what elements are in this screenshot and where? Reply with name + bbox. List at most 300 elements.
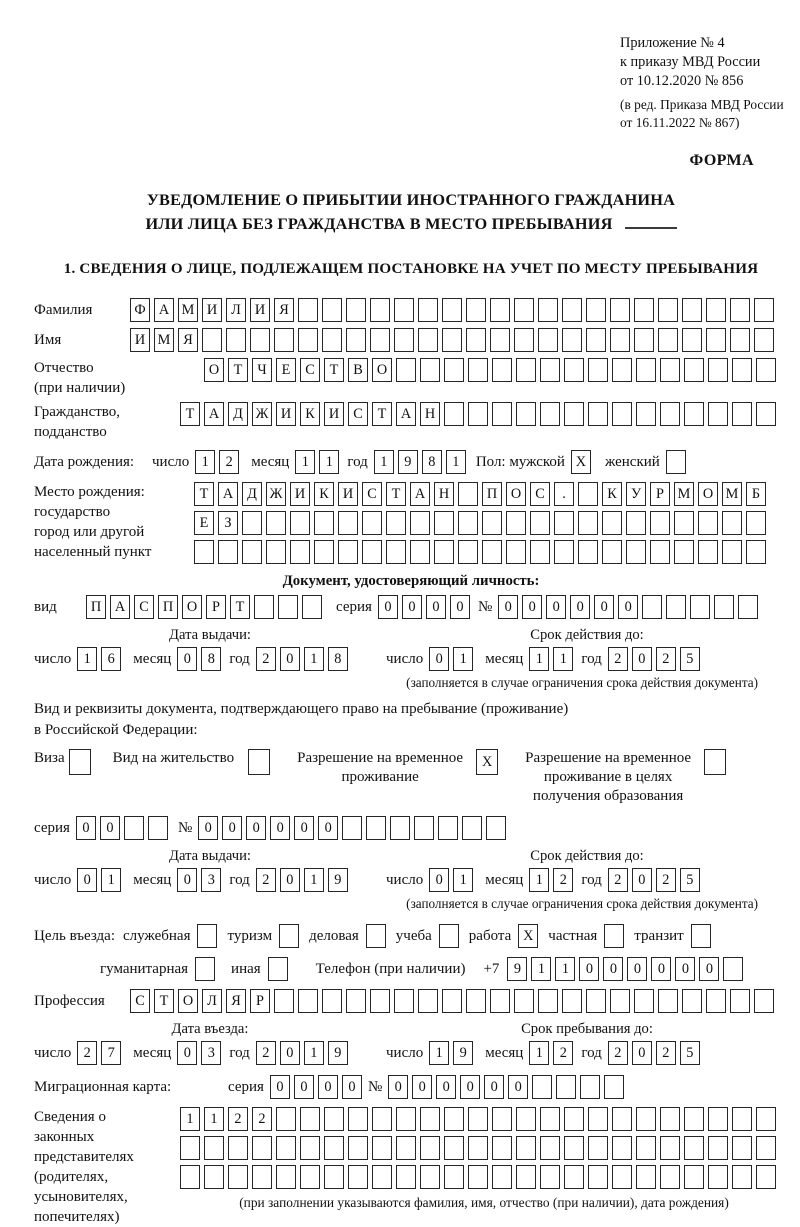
cell: [610, 298, 630, 322]
cell: 1: [295, 450, 315, 474]
cell: 0: [632, 647, 652, 671]
cell: [516, 358, 536, 382]
cell: [468, 402, 488, 426]
month-label: месяц: [251, 453, 290, 470]
profession-boxes: [130, 989, 774, 1013]
cell: 2: [256, 647, 276, 671]
right-doc-issue-month-boxes: [177, 868, 221, 892]
cell: 1: [319, 450, 339, 474]
surname-row: [34, 298, 788, 322]
cell: [386, 540, 406, 564]
cell: [514, 328, 534, 352]
cell: [636, 402, 656, 426]
cell: [338, 540, 358, 564]
cell: М: [674, 482, 694, 506]
residence-permit-label: Вид на жительство: [112, 750, 235, 766]
cell: [562, 989, 582, 1013]
cell: [342, 816, 362, 840]
cell: 0: [100, 816, 120, 840]
cell: [468, 1136, 488, 1160]
cell: [660, 1107, 680, 1131]
cell: [636, 358, 656, 382]
cell: [586, 328, 606, 352]
cell: А: [218, 482, 238, 506]
identity-doc-row: [34, 595, 788, 619]
cell: [466, 298, 486, 322]
cell: [756, 1165, 776, 1189]
form-word: ФОРМА: [689, 152, 754, 169]
cell: [684, 1136, 704, 1160]
series-label: серия: [228, 1078, 264, 1095]
cell: [314, 511, 334, 535]
cell: [754, 989, 774, 1013]
cell: [444, 402, 464, 426]
business-checkbox: [366, 924, 386, 948]
cell: [314, 540, 334, 564]
cell: [226, 328, 246, 352]
cell: [530, 511, 550, 535]
cell: 3: [201, 1041, 221, 1065]
cell: Я: [178, 328, 198, 352]
cell: [338, 511, 358, 535]
cell: [732, 1136, 752, 1160]
month-label: месяц: [133, 871, 172, 888]
cell: [410, 511, 430, 535]
cell: Е: [276, 358, 296, 382]
cell: [346, 989, 366, 1013]
citizenship-label-line2: подданство: [34, 424, 107, 440]
citizenship-label-line1: Гражданство,: [34, 404, 121, 420]
cell: 1: [529, 1041, 549, 1065]
cell: [708, 358, 728, 382]
cell: [612, 358, 632, 382]
profession-label: Профессия: [34, 993, 105, 1009]
cell: [490, 298, 510, 322]
cell: Я: [274, 298, 294, 322]
cell: [708, 402, 728, 426]
cell: [658, 989, 678, 1013]
stay-until-header: Срок пребывания до:: [521, 1021, 653, 1037]
cell: [390, 816, 410, 840]
cell: Р: [650, 482, 670, 506]
doc-type-boxes: [86, 595, 322, 619]
cell: [396, 1107, 416, 1131]
year-label: год: [229, 1044, 250, 1061]
cell: 0: [177, 868, 197, 892]
official-label: служебная: [122, 927, 191, 944]
patronymic-label-line1: Отчество: [34, 360, 94, 376]
cell: К: [300, 402, 320, 426]
doc-number-boxes: [498, 595, 758, 619]
doc-valid-month-boxes: [529, 647, 573, 671]
cell: [690, 595, 710, 619]
cell: [588, 358, 608, 382]
cell: [602, 540, 622, 564]
representatives-label-line1: Сведения о: [34, 1109, 106, 1125]
cell: [290, 511, 310, 535]
birth-place-label-line3: город или другой: [34, 524, 145, 540]
right-doc-text: [34, 699, 788, 741]
cell: [660, 1136, 680, 1160]
cell: [276, 1136, 296, 1160]
cell: 2: [252, 1107, 272, 1131]
cell: [266, 511, 286, 535]
annex-line: к приказу МВД России: [620, 54, 761, 70]
tourism-checkbox: [279, 924, 299, 948]
cell: [194, 540, 214, 564]
cell: Л: [226, 298, 246, 322]
cell: Т: [386, 482, 406, 506]
residence-permit-checkbox: [248, 749, 270, 775]
surname-label: Фамилия: [34, 302, 93, 318]
cell: [414, 816, 434, 840]
cell: [674, 511, 694, 535]
humanitarian-label: гуманитарная: [100, 960, 189, 977]
visa-option: [34, 749, 91, 775]
cell: 0: [318, 816, 338, 840]
cell: [372, 1165, 392, 1189]
cell: 0: [294, 816, 314, 840]
doc-series-label: серия: [336, 598, 372, 615]
cell: [418, 989, 438, 1013]
cell: [266, 540, 286, 564]
cell: [754, 328, 774, 352]
cell: [458, 482, 478, 506]
entry-year-boxes: [256, 1041, 348, 1065]
cell: [588, 402, 608, 426]
cell: 1: [529, 647, 549, 671]
cell: [660, 402, 680, 426]
cell: [754, 298, 774, 322]
cell: 9: [507, 957, 527, 981]
cell: [756, 1107, 776, 1131]
profession-row: [34, 989, 788, 1013]
cell: [578, 482, 598, 506]
cell: 0: [412, 1075, 432, 1099]
cell: [706, 989, 726, 1013]
cell: [298, 298, 318, 322]
cell: [756, 402, 776, 426]
cell: [300, 1107, 320, 1131]
cell: [202, 328, 222, 352]
other-option: [231, 957, 288, 981]
male-checkbox: X: [571, 450, 591, 474]
day-label: число: [386, 650, 424, 667]
cell: [300, 1136, 320, 1160]
cell: П: [482, 482, 502, 506]
doc-type-label: вид: [34, 599, 57, 615]
cell: [386, 511, 406, 535]
cell: [490, 328, 510, 352]
cell: Т: [154, 989, 174, 1013]
cell: [516, 1107, 536, 1131]
cell: [698, 511, 718, 535]
cell: 0: [460, 1075, 480, 1099]
phone-label: Телефон (при наличии): [315, 960, 466, 977]
cell: [708, 1107, 728, 1131]
cell: [362, 540, 382, 564]
cell: [300, 1165, 320, 1189]
cell: [346, 298, 366, 322]
cell: 2: [228, 1107, 248, 1131]
cell: А: [396, 402, 416, 426]
cell: [730, 989, 750, 1013]
cell: [492, 402, 512, 426]
work-checkbox: X: [518, 924, 538, 948]
cell: 6: [101, 647, 121, 671]
citizenship-boxes: [180, 402, 776, 426]
cell: 9: [453, 1041, 473, 1065]
cell: П: [86, 595, 106, 619]
other-label: иная: [231, 960, 261, 977]
cell: [348, 1165, 368, 1189]
cell: [682, 328, 702, 352]
residence-permit-option: [113, 749, 270, 775]
cell: [578, 540, 598, 564]
cell: [444, 1165, 464, 1189]
cell: [148, 816, 168, 840]
right-doc-valid-year-boxes: [608, 868, 700, 892]
annex-reference: [620, 34, 788, 91]
cell: [274, 989, 294, 1013]
cell: [706, 298, 726, 322]
cell: [556, 1075, 576, 1099]
cell: С: [134, 595, 154, 619]
year-label: год: [581, 1044, 602, 1061]
cell: [516, 402, 536, 426]
cell: О: [698, 482, 718, 506]
cell: [444, 1136, 464, 1160]
cell: [442, 298, 462, 322]
business-label: деловая: [309, 927, 359, 944]
cell: [540, 358, 560, 382]
cell: 0: [222, 816, 242, 840]
cell: [370, 298, 390, 322]
cell: [252, 1136, 272, 1160]
cell: 1: [204, 1107, 224, 1131]
cell: 0: [632, 1041, 652, 1065]
cell: 1: [101, 868, 121, 892]
cell: [346, 328, 366, 352]
cell: 2: [553, 868, 573, 892]
citizenship-row: [34, 402, 788, 442]
cell: А: [110, 595, 130, 619]
cell: [506, 511, 526, 535]
valid-until-header: Срок действия до:: [530, 848, 644, 864]
sex-female-label: женский: [604, 453, 660, 470]
cell: [610, 328, 630, 352]
cell: .: [554, 482, 574, 506]
study-label: учеба: [395, 927, 432, 944]
cell: [462, 816, 482, 840]
cell: [756, 1136, 776, 1160]
cell: [242, 511, 262, 535]
cell: [738, 595, 758, 619]
issue-date-header: Дата выдачи:: [169, 627, 251, 643]
cell: [396, 1165, 416, 1189]
birth-month-boxes: [295, 450, 339, 474]
edition-line: (в ред. Приказа МВД России: [620, 97, 784, 112]
cell: Я: [226, 989, 246, 1013]
name-label: Имя: [34, 332, 62, 348]
cell: [468, 1165, 488, 1189]
doc-valid-day-boxes: [429, 647, 473, 671]
cell: 0: [484, 1075, 504, 1099]
cell: П: [158, 595, 178, 619]
doc-issue-year-boxes: [256, 647, 348, 671]
cell: 2: [553, 1041, 573, 1065]
cell: А: [410, 482, 430, 506]
cell: 0: [426, 595, 446, 619]
cell: 0: [280, 868, 300, 892]
representatives-row: [34, 1107, 788, 1227]
temporary-residence-education-option: [522, 749, 726, 806]
cell: [530, 540, 550, 564]
official-checkbox: [197, 924, 217, 948]
cell: [204, 1165, 224, 1189]
number-label: №: [177, 819, 193, 836]
cell: [730, 298, 750, 322]
cell: Р: [206, 595, 226, 619]
issue-date-header: Дата выдачи:: [169, 848, 251, 864]
birth-date-row: [34, 450, 788, 474]
cell: 2: [608, 647, 628, 671]
doc-series-boxes: [378, 595, 470, 619]
temporary-residence-education-label: Разрешение на временное проживание в целях получения образования: [525, 750, 692, 804]
representatives-label-line4: (родителях,: [34, 1169, 109, 1185]
representatives-boxes-row3: [180, 1165, 788, 1189]
cell: Т: [194, 482, 214, 506]
cell: Р: [250, 989, 270, 1013]
cell: О: [204, 358, 224, 382]
cell: [684, 1107, 704, 1131]
entry-day-boxes: [77, 1041, 121, 1065]
cell: [324, 1107, 344, 1131]
official-option: [123, 924, 218, 948]
patronymic-row: [34, 358, 788, 398]
representatives-label-line2: законных: [34, 1129, 95, 1145]
cell: 2: [608, 868, 628, 892]
cell: [708, 1165, 728, 1189]
cell: 0: [675, 957, 695, 981]
representatives-label-line3: представителях: [34, 1149, 134, 1165]
cell: 9: [328, 1041, 348, 1065]
transit-label: транзит: [634, 927, 684, 944]
cell: О: [506, 482, 526, 506]
cell: [732, 1107, 752, 1131]
other-checkbox: [268, 957, 288, 981]
cell: 0: [522, 595, 542, 619]
cell: [564, 402, 584, 426]
cell: [732, 1165, 752, 1189]
cell: 0: [429, 647, 449, 671]
form-title-line1: УВЕДОМЛЕНИЕ О ПРИБЫТИИ ИНОСТРАННОГО ГРАЖДАНИНА: [146, 190, 676, 209]
cell: 1: [555, 957, 575, 981]
cell: [204, 1136, 224, 1160]
day-label: число: [34, 1044, 72, 1061]
tourism-option: [227, 924, 299, 948]
cell: [612, 1107, 632, 1131]
cell: [228, 1136, 248, 1160]
cell: 1: [529, 868, 549, 892]
cell: 0: [651, 957, 671, 981]
migration-card-row: [34, 1075, 788, 1099]
cell: [468, 358, 488, 382]
valid-until-header: Срок действия до:: [530, 627, 644, 643]
cell: [682, 298, 702, 322]
cell: [634, 989, 654, 1013]
cell: 0: [402, 595, 422, 619]
cell: 5: [680, 647, 700, 671]
cell: 0: [318, 1075, 338, 1099]
cell: [482, 511, 502, 535]
name-row: [34, 328, 788, 352]
day-label: число: [386, 1044, 424, 1061]
right-doc-issue-day-boxes: [77, 868, 121, 892]
cell: С: [530, 482, 550, 506]
cell: [516, 1136, 536, 1160]
cell: 0: [579, 957, 599, 981]
right-doc-line1: Вид и реквизиты документа, подтверждающего право на пребывание (проживание): [34, 701, 569, 717]
cell: Ф: [130, 298, 150, 322]
cell: 8: [201, 647, 221, 671]
entry-month-boxes: [177, 1041, 221, 1065]
cell: [650, 511, 670, 535]
cell: [698, 540, 718, 564]
cell: [660, 1165, 680, 1189]
cell: [564, 1136, 584, 1160]
cell: [434, 511, 454, 535]
cell: Т: [180, 402, 200, 426]
cell: [324, 1165, 344, 1189]
cell: [514, 298, 534, 322]
cell: 5: [680, 1041, 700, 1065]
cell: [324, 1136, 344, 1160]
cell: 9: [398, 450, 418, 474]
cell: [348, 1136, 368, 1160]
cell: [252, 1165, 272, 1189]
edition-reference: [620, 96, 788, 132]
cell: [180, 1165, 200, 1189]
cell: Ж: [252, 402, 272, 426]
cell: [124, 816, 144, 840]
cell: [370, 989, 390, 1013]
month-label: месяц: [485, 871, 524, 888]
representatives-label-line6: попечителях): [34, 1209, 120, 1225]
number-label: №: [367, 1078, 383, 1095]
cell: [442, 989, 462, 1013]
cell: [626, 511, 646, 535]
cell: 0: [632, 868, 652, 892]
private-checkbox: [604, 924, 624, 948]
cell: [588, 1136, 608, 1160]
month-label: месяц: [133, 1044, 172, 1061]
right-doc-dates: [34, 848, 788, 892]
cell: [612, 402, 632, 426]
cell: 1: [180, 1107, 200, 1131]
cell: [708, 1136, 728, 1160]
cell: 5: [680, 868, 700, 892]
cell: [538, 989, 558, 1013]
cell: 2: [219, 450, 239, 474]
right-doc-issue-year-boxes: [256, 868, 348, 892]
birth-place-row: [34, 482, 788, 564]
cell: [756, 358, 776, 382]
cell: [482, 540, 502, 564]
cell: [562, 298, 582, 322]
cell: [506, 540, 526, 564]
representatives-boxes-row2: [180, 1136, 788, 1160]
